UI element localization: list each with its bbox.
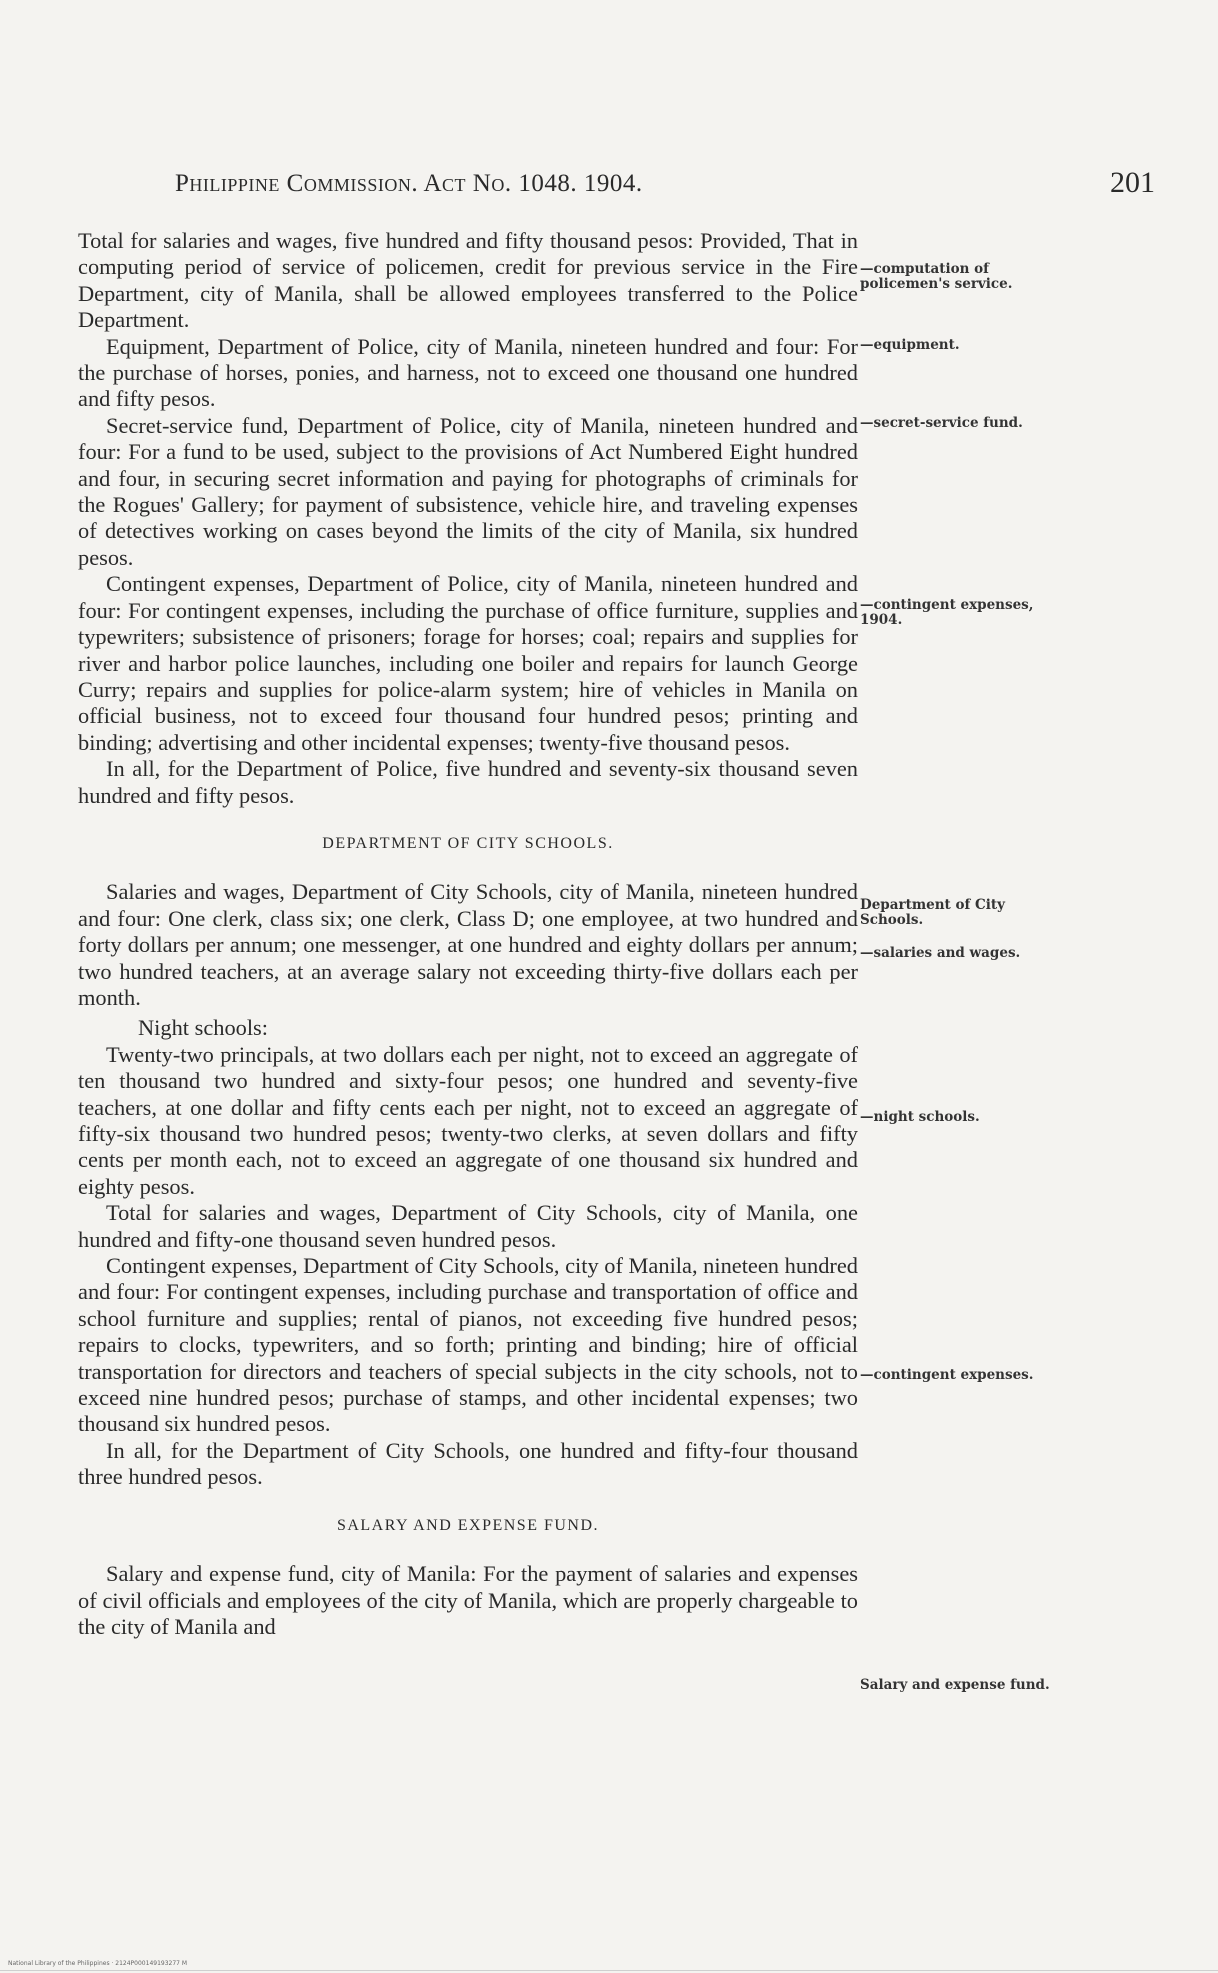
section-heading-salary-fund: SALARY AND EXPENSE FUND. — [336, 1516, 600, 1534]
paragraph-schools-salaries: Salaries and wages, Department of City Schools, city of Manila, nineteen hundred and four: One clerk, class six; one clerk, Class D; one employee, at two hundred and forty dollars per annum; one messenger, at one hundred and eighty dollars per annum; two hundred teachers, at an average salary not exceeding thirty-five dollars each per month. — [78, 879, 858, 1010]
paragraph-salary-fund: Salary and expense fund, city of Manila: For the payment of salaries and expenses of civil officials and employees of the city of Manila, which are properly chargeable to the city of Manila and — [78, 1561, 858, 1639]
margin-note-contingent: —contingent expenses. — [860, 1367, 1034, 1383]
section-heading-city-schools: DEPARTMENT OF CITY SCHOOLS. — [322, 834, 614, 852]
paragraph-salaries-total: Total for salaries and wages, five hundred and fifty thousand pesos: Provided, That in computing period of service of policemen, credit for previous service in the Fire Department, city of Manila, shall be allowed employees transferred to the Police Department. — [78, 228, 858, 333]
paragraph-schools-in-all: In all, for the Department of City Schools, one hundred and fifty-four thousand three hundred pesos. — [78, 1437, 858, 1490]
margin-note-night-schools: —night schools. — [860, 1109, 980, 1125]
paragraph-schools-total: Total for salaries and wages, Department of City Schools, city of Manila, one hundred and fifty-one thousand seven hundred pesos. — [78, 1200, 858, 1252]
paragraph-equipment: Equipment, Department of Police, city of Manila, nineteen hundred and four: For the purchase of horses, ponies, and harness, not to exceed one thousand one hundred and fifty pesos. — [78, 333, 858, 412]
margin-note-contingent-1904: —contingent expenses, 1904. — [860, 597, 1034, 628]
paragraph-night-schools: Twenty-two principals, at two dollars each per night, not to exceed an aggregate of ten thousand two hundred and sixty-four pesos; one hundred and seventy-five teachers, at one dollar and fifty cents each per night, not to exceed an aggregate of fifty-six thousand two hundred pesos; twenty-two clerks, at seven dollars and fifty cents per month each, not to exceed an aggregate of one thousand six hundred and eighty pesos. — [78, 1041, 858, 1199]
scan-footer: National Library of the Philippines · 2124P000149193277 M — [8, 1960, 188, 1967]
margin-note-computation: —computation of policemen's service. — [860, 261, 1013, 292]
running-head: Philippine Commission. Act No. 1048. 1904. — [175, 170, 643, 197]
paragraph-police-total: In all, for the Department of Police, five hundred and seventy-six thousand seven hundred and fifty pesos. — [78, 756, 858, 808]
margin-note-salaries-wages: —salaries and wages. — [860, 945, 1021, 961]
paragraph-schools-contingent: Contingent expenses, Department of City Schools, city of Manila, nineteen hundred and four: For contingent expenses, including purchase and transportation of office and school furniture and supplies; rental of pianos, not exceeding five hundred pesos; repairs to clocks, typewriters, and so forth; printing and binding; hire of official transportation for directors and teachers of special subjects in the city schools, not to exceed nine hundred pesos; purchase of stamps, and other incidental expenses; two thousand six hundred pesos. — [78, 1253, 858, 1437]
scan-edge-line — [0, 1970, 1218, 1971]
margin-note-city-schools: Department of City Schools. — [860, 897, 1005, 928]
paragraph-contingent-police: Contingent expenses, Department of Police, city of Manila, nineteen hundred and four: For contingent expenses, including the purchase of office furniture, supplies and typewriters; subsistence of prisoners; forage for horses; coal; repairs and supplies for river and harbor police launches, including one boiler and repairs for launch George Curry; repairs and supplies for police-alarm system; hire of vehicles in Manila on official business, not to exceed four thousand four hundred pesos; printing and binding; advertising and other incidental expenses; twenty-five thousand pesos. — [78, 571, 858, 755]
paragraph-secret-service: Secret-service fund, Department of Police, city of Manila, nineteen hundred and four: For a fund to be used, subject to the provisions of Act Numbered Eight hundred and four, in securing secret information and paying for photographs of criminals for the Rogues' Gallery; for payment of subsistence, vehicle hire, and traveling expenses of detectives working on cases beyond the limits of the city of Manila, six hundred pesos. — [78, 412, 858, 570]
paragraph-night-schools-label: Night schools: — [138, 1015, 268, 1041]
page-header — [175, 166, 1155, 210]
margin-note-secret-service: —secret-service fund. — [860, 415, 1023, 431]
margin-note-salary-fund: Salary and expense fund. — [860, 1677, 1050, 1693]
page-number: 201 — [1110, 166, 1155, 199]
body-text — [78, 228, 858, 1640]
margin-note-equipment: —equipment. — [860, 337, 960, 353]
